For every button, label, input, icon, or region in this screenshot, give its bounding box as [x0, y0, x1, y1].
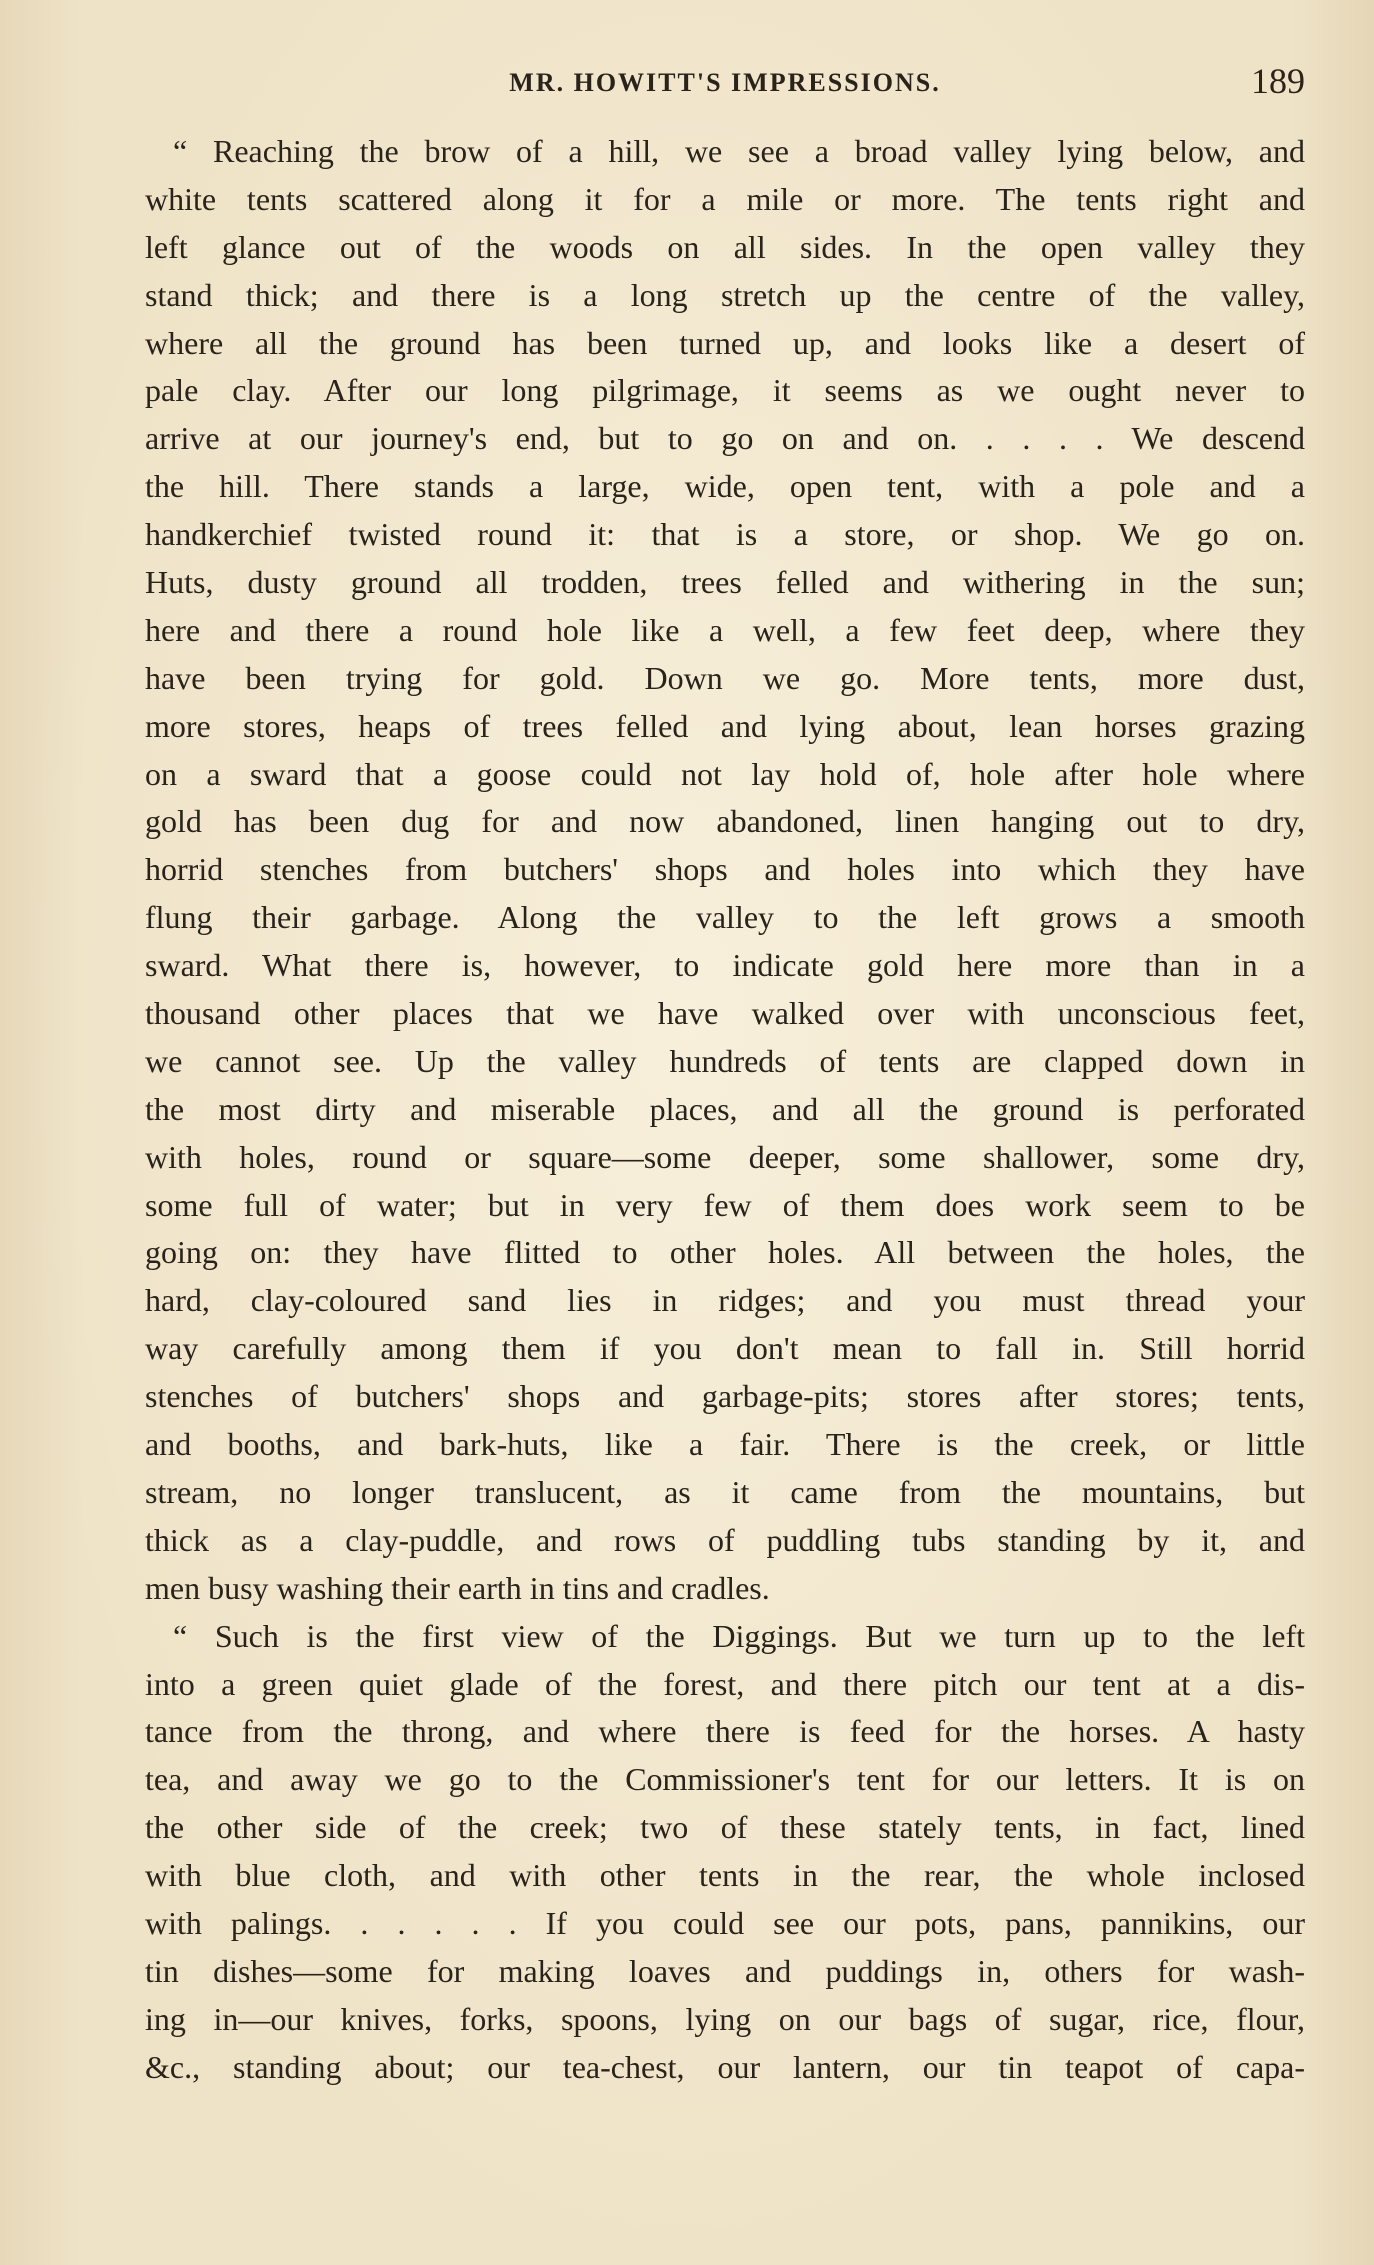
- page-number: 189: [1251, 61, 1305, 101]
- text-line: stand thick; and there is a long stretch up the centre of the valley,: [145, 276, 1305, 313]
- text-line: arrive at our journey's end, but to go on and on. . . . . We descend: [145, 420, 1305, 457]
- text-line: more stores, heaps of trees felled and lying about, lean horses grazing: [145, 707, 1305, 744]
- text-line: Huts, dusty ground all trodden, trees felled and withering in the sun;: [145, 564, 1305, 601]
- text-line: with palings. . . . . . If you could see our pots, pans, pannikins, our: [145, 1904, 1305, 1941]
- text-line: “ Such is the first view of the Diggings. But we turn up to the left: [173, 1617, 1305, 1654]
- text-line: tin dishes—some for making loaves and puddings in, others for wash-: [145, 1952, 1305, 1989]
- text-line: some full of water; but in very few of them does work seem to be: [145, 1186, 1305, 1223]
- text-line: gold has been dug for and now abandoned, linen hanging out to dry,: [145, 803, 1305, 840]
- text-line: men busy washing their earth in tins and cradles.: [145, 1569, 770, 1606]
- text-line: hard, clay-coloured sand lies in ridges; and you must thread your: [145, 1282, 1305, 1319]
- text-line: handkerchief twisted round it: that is a store, or shop. We go on.: [145, 516, 1305, 553]
- text-line: tea, and away we go to the Commissioner's tent for our letters. It is on: [145, 1761, 1305, 1798]
- text-line: into a green quiet glade of the forest, and there pitch our tent at a dis-: [145, 1665, 1305, 1702]
- text-line: sward. What there is, however, to indicate gold here more than in a: [145, 947, 1305, 984]
- text-line: with holes, round or square—some deeper, some shallower, some dry,: [145, 1138, 1305, 1175]
- text-line: on a sward that a goose could not lay hold of, hole after hole where: [145, 755, 1305, 792]
- text-line: we cannot see. Up the valley hundreds of tents are clapped down in: [145, 1042, 1305, 1079]
- text-line: horrid stenches from butchers' shops and holes into which they have: [145, 851, 1305, 888]
- text-line: going on: they have flitted to other holes. All between the holes, the: [145, 1234, 1305, 1271]
- text-line: &c., standing about; our tea-chest, our lantern, our tin teapot of capa-: [145, 2048, 1305, 2085]
- text-line: with blue cloth, and with other tents in the rear, the whole inclosed: [145, 1857, 1305, 1894]
- text-line: white tents scattered along it for a mile or more. The tents right and: [145, 180, 1305, 217]
- body-text: [145, 128, 1305, 2092]
- text-line: flung their garbage. Along the valley to the left grows a smooth: [145, 899, 1305, 936]
- text-line: ing in—our knives, forks, spoons, lying on our bags of sugar, rice, flour,: [145, 2000, 1305, 2037]
- text-line: thick as a clay-puddle, and rows of puddling tubs standing by it, and: [145, 1521, 1305, 1558]
- text-line: stenches of butchers' shops and garbage-pits; stores after stores; tents,: [145, 1378, 1305, 1415]
- text-line: where all the ground has been turned up, and looks like a desert of: [145, 324, 1305, 361]
- text-line: “ Reaching the brow of a hill, we see a broad valley lying below, and: [173, 133, 1305, 169]
- running-title: MR. HOWITT'S IMPRESSIONS.: [509, 68, 941, 97]
- text-line: the other side of the creek; two of these stately tents, in fact, lined: [145, 1809, 1305, 1846]
- text-line: left glance out of the woods on all sides. In the open valley they: [145, 228, 1305, 265]
- text-line: and booths, and bark-huts, like a fair. There is the creek, or little: [145, 1426, 1305, 1463]
- text-line: stream, no longer translucent, as it came from the mountains, but: [145, 1473, 1305, 1510]
- running-head: [145, 60, 1305, 110]
- text-line: the hill. There stands a large, wide, open tent, with a pole and a: [145, 468, 1305, 505]
- text-line: the most dirty and miserable places, and all the ground is perforated: [145, 1090, 1305, 1127]
- text-line: tance from the throng, and where there is feed for the horses. A hasty: [145, 1713, 1305, 1750]
- text-line: thousand other places that we have walked over with unconscious feet,: [145, 995, 1305, 1032]
- text-line: have been trying for gold. Down we go. More tents, more dust,: [145, 659, 1305, 696]
- text-line: here and there a round hole like a well, a few feet deep, where they: [145, 611, 1305, 648]
- text-line: way carefully among them if you don't mean to fall in. Still horrid: [145, 1330, 1305, 1367]
- text-line: pale clay. After our long pilgrimage, it seems as we ought never to: [145, 372, 1305, 409]
